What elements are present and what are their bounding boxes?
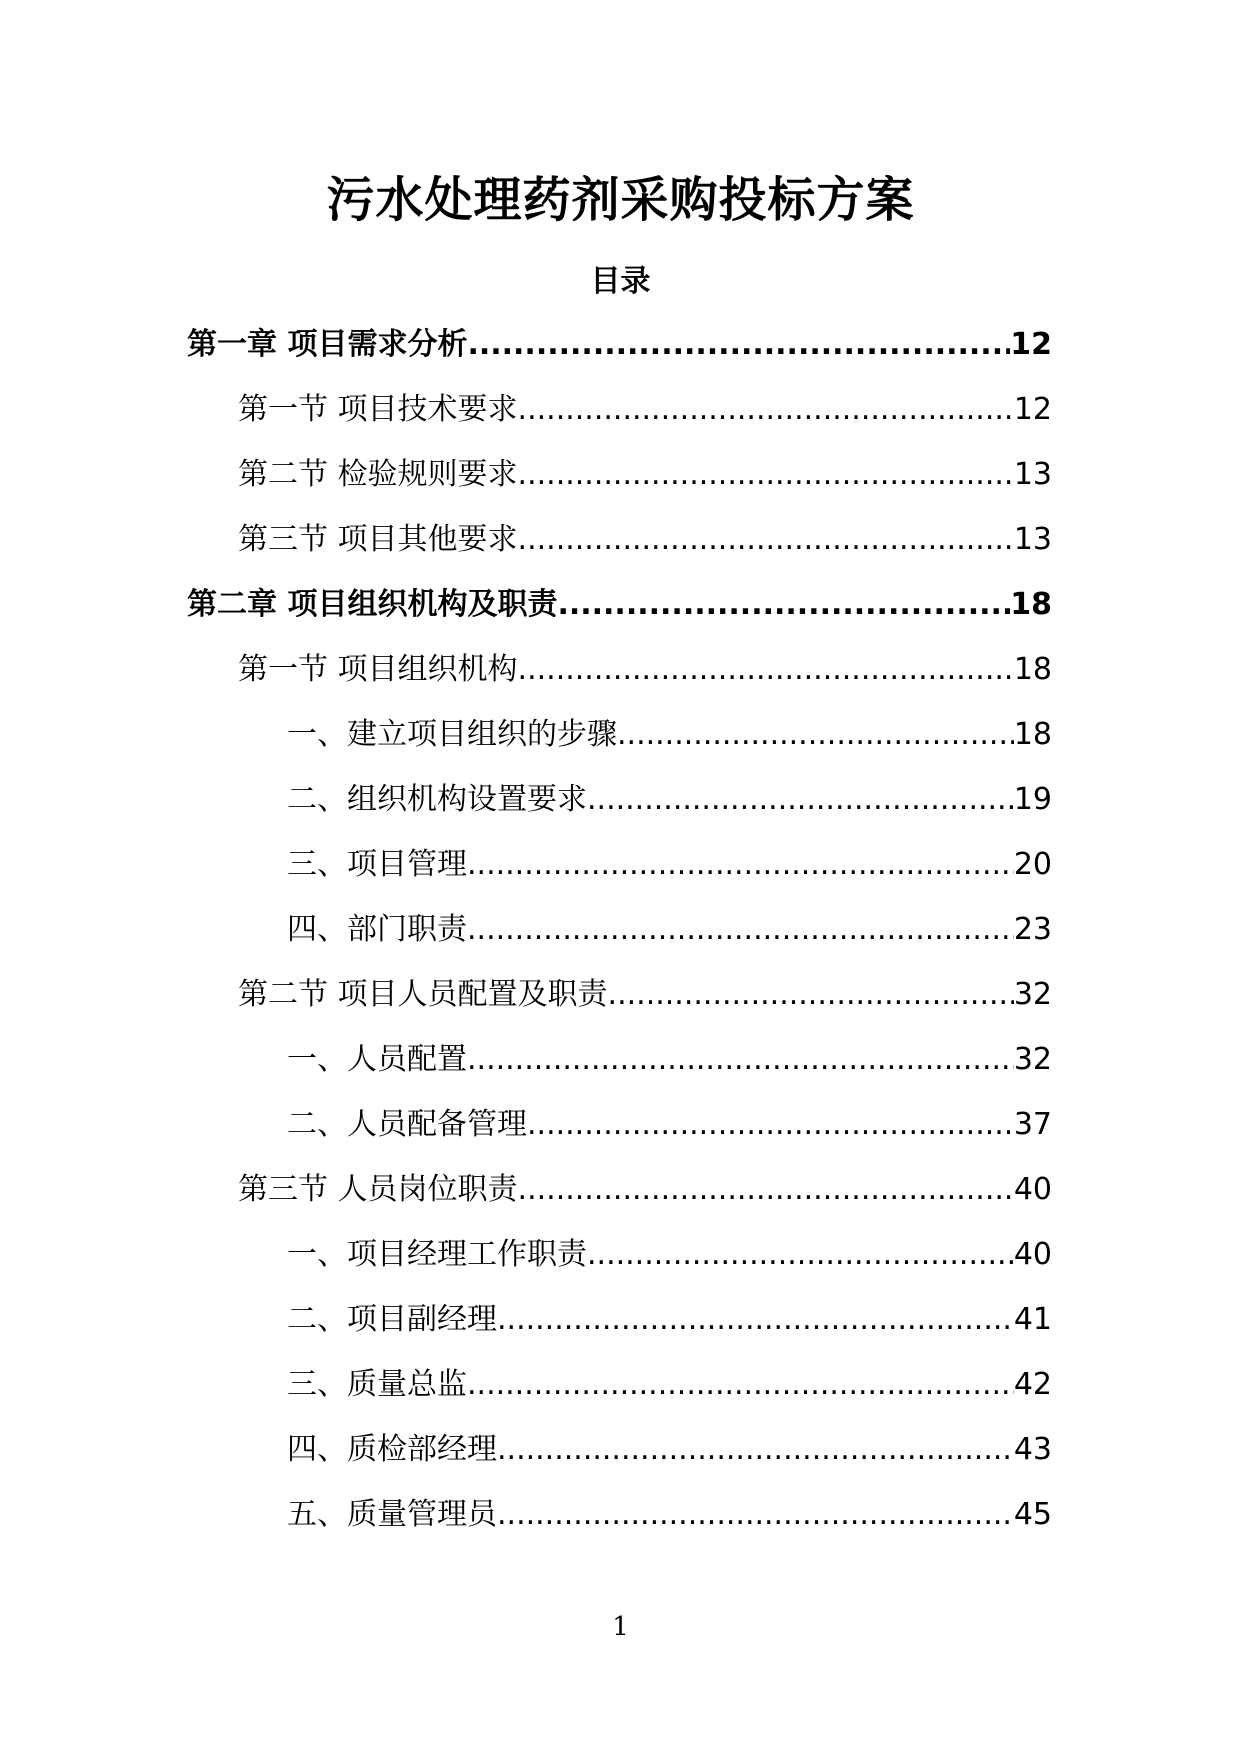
toc-entry[interactable] [0,910,1241,975]
toc-entry-page: 12 [1010,327,1052,362]
toc-entry-title: 一、项目经理工作职责 [287,1237,587,1272]
toc-entry-title: 二、人员配备管理 [287,1107,527,1142]
toc-dot-leader [557,585,1010,625]
toc-entry-title: 三、项目管理 [287,847,467,882]
table-of-contents [0,325,1241,1560]
toc-entry-title: 二、项目副经理 [287,1302,497,1337]
toc-dot-leader [587,1235,1014,1275]
toc-entry-title: 一、建立项目组织的步骤 [287,717,617,752]
toc-entry-title: 第二节 检验规则要求 [238,457,518,492]
toc-entry[interactable] [0,1365,1241,1430]
toc-entry-page: 32 [1013,1042,1052,1077]
toc-entry-title: 第一节 项目组织机构 [238,652,518,687]
document-title: 污水处理药剂采购投标方案 [326,172,915,228]
toc-entry[interactable] [0,845,1241,910]
toc-entry-title: 第一章 项目需求分析 [187,327,468,362]
toc-dot-leader [518,650,1014,690]
toc-entry[interactable] [0,1040,1241,1105]
toc-entry-title: 第三节 人员岗位职责 [238,1172,518,1207]
toc-dot-leader [518,1170,1014,1210]
toc-entry[interactable] [0,780,1241,845]
toc-dot-leader [518,390,1014,430]
toc-dot-leader [467,1040,1014,1080]
toc-entry[interactable] [0,585,1241,650]
toc-dot-leader [617,715,1014,755]
toc-entry-page: 41 [1013,1302,1052,1337]
toc-entry[interactable] [0,390,1241,455]
toc-entry[interactable] [0,1235,1241,1300]
toc-entry[interactable] [0,1105,1241,1170]
toc-entry[interactable] [0,1495,1241,1560]
toc-entry[interactable] [0,325,1241,390]
toc-entry[interactable] [0,455,1241,520]
toc-entry-title: 第一节 项目技术要求 [238,392,518,427]
toc-entry-page: 18 [1013,717,1052,752]
toc-entry[interactable] [0,1430,1241,1495]
toc-entry-page: 18 [1010,587,1052,622]
toc-entry[interactable] [0,650,1241,715]
toc-entry-page: 37 [1013,1107,1052,1142]
toc-entry-title: 二、组织机构设置要求 [287,782,587,817]
toc-entry-title: 五、质量管理员 [287,1497,497,1532]
toc-entry-title: 四、部门职责 [287,912,467,947]
toc-entry-page: 45 [1013,1497,1052,1532]
page-number: 1 [612,1612,629,1642]
toc-entry-page: 13 [1013,457,1052,492]
toc-entry-title: 一、人员配置 [287,1042,467,1077]
toc-dot-leader [608,975,1014,1015]
toc-entry[interactable] [0,1300,1241,1365]
toc-dot-leader [467,910,1014,950]
toc-entry-page: 23 [1013,912,1052,947]
toc-heading: 目录 [590,264,651,299]
toc-entry[interactable] [0,520,1241,585]
toc-entry-title: 第三节 项目其他要求 [238,522,518,557]
toc-dot-leader [497,1430,1014,1470]
toc-dot-leader [467,325,1010,365]
toc-entry-title: 第二节 项目人员配置及职责 [238,977,608,1012]
toc-entry[interactable] [0,715,1241,780]
toc-dot-leader [467,845,1014,885]
toc-entry[interactable] [0,1170,1241,1235]
toc-entry-page: 13 [1013,522,1052,557]
toc-entry-title: 三、质量总监 [287,1367,467,1402]
toc-dot-leader [518,455,1014,495]
toc-entry-page: 43 [1013,1432,1052,1467]
toc-dot-leader [518,520,1014,560]
toc-dot-leader [497,1300,1014,1340]
toc-entry-page: 40 [1013,1172,1052,1207]
toc-entry-title: 四、质检部经理 [287,1432,497,1467]
toc-dot-leader [467,1365,1014,1405]
toc-entry-page: 12 [1013,392,1052,427]
toc-entry[interactable] [0,975,1241,1040]
toc-entry-page: 40 [1013,1237,1052,1272]
toc-entry-page: 19 [1013,782,1052,817]
toc-entry-page: 42 [1013,1367,1052,1402]
toc-dot-leader [527,1105,1014,1145]
toc-entry-page: 32 [1013,977,1052,1012]
toc-entry-title: 第二章 项目组织机构及职责 [187,587,558,622]
toc-entry-page: 18 [1013,652,1052,687]
toc-dot-leader [587,780,1014,820]
toc-entry-page: 20 [1013,847,1052,882]
toc-dot-leader [497,1495,1014,1535]
